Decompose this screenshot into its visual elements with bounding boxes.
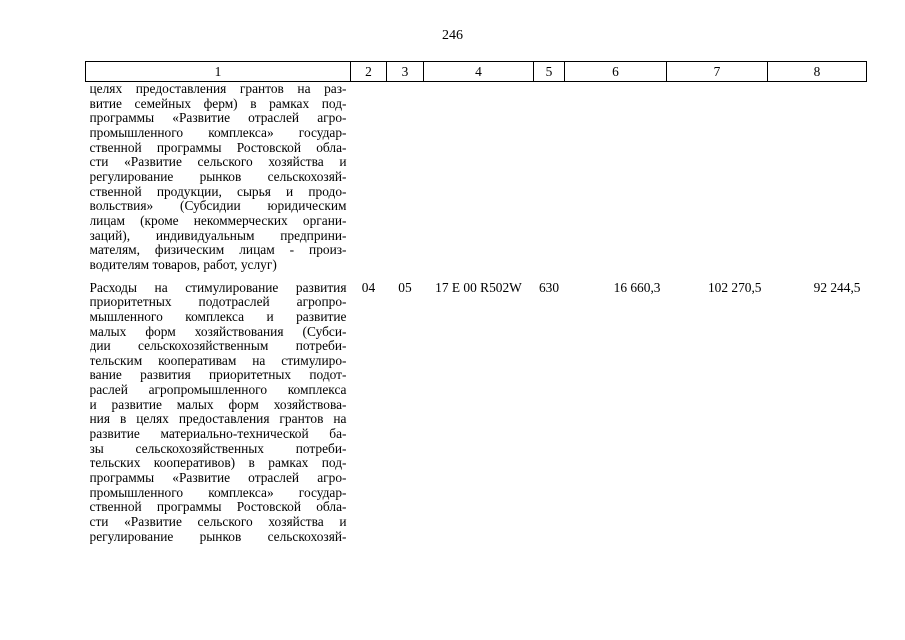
column-number-header-row bbox=[86, 62, 867, 82]
description-line: заций), индивидуальным предприни- bbox=[89, 228, 347, 243]
description-line: водителям товаров, работ, услуг) bbox=[89, 257, 277, 272]
cell-section bbox=[351, 82, 387, 273]
description-line: ственной программы Ростовской обла- bbox=[89, 500, 347, 515]
column-header-5: 5 bbox=[534, 62, 565, 82]
cell-target-code: 17 Е 00 R502W bbox=[435, 279, 522, 295]
description-line: целях предоставления грантов на раз- bbox=[89, 82, 347, 96]
description-line: промышленного комплекса» государ- bbox=[89, 485, 347, 500]
cell-expense-type bbox=[534, 82, 565, 273]
description-line: раслей агропромышленного комплекса bbox=[89, 383, 347, 398]
cell-amount-2 bbox=[667, 82, 768, 273]
column-header-1: 1 bbox=[86, 62, 351, 82]
description-line: программы «Развитие отраслей агро- bbox=[89, 111, 347, 126]
table-row bbox=[86, 273, 867, 545]
page-number: 246 bbox=[442, 28, 463, 43]
row-description bbox=[86, 82, 351, 273]
description-line: мышленного комплекса и развитие bbox=[89, 309, 347, 324]
cell-amount-1 bbox=[565, 82, 667, 273]
description-line: вольствия» (Субсидии юридическим bbox=[89, 199, 347, 214]
description-line: приоритетных подотраслей агропро- bbox=[89, 295, 347, 310]
description-line: малых форм хозяйствования (Субси- bbox=[89, 324, 347, 339]
budget-table bbox=[85, 61, 867, 544]
description-line: и развитие малых форм хозяйствова- bbox=[89, 397, 347, 412]
description-line: тельских кооперативов) в рамках под- bbox=[89, 456, 347, 471]
column-header-4: 4 bbox=[424, 62, 534, 82]
cell-subsection bbox=[387, 82, 424, 273]
description-line: ственной продукции, сырья и продо- bbox=[89, 184, 347, 199]
description-line: ственной программы Ростовской обла- bbox=[89, 140, 347, 155]
description-line: дии сельскохозяйственным потреби- bbox=[89, 339, 347, 354]
table-row bbox=[86, 82, 867, 273]
description-line: промышленного комплекса» государ- bbox=[89, 125, 347, 140]
cell-amount-3 bbox=[768, 82, 867, 273]
description-line: сти «Развитие сельского хозяйства и bbox=[89, 155, 347, 170]
cell-target-code bbox=[424, 82, 534, 273]
description-line: регулирование рынков сельскохозяй- bbox=[89, 169, 347, 184]
column-header-7: 7 bbox=[667, 62, 768, 82]
description-line: развитие материально-технической ба- bbox=[89, 427, 347, 442]
cell-subsection: 05 bbox=[398, 279, 412, 295]
description-line: вание развития приоритетных подот- bbox=[89, 368, 347, 383]
description-line: регулирование рынков сельскохозяй- bbox=[89, 529, 347, 544]
description-line: лицам (кроме некоммерческих органи- bbox=[89, 213, 347, 228]
column-header-6: 6 bbox=[565, 62, 667, 82]
description-line: ния в целях предоставления грантов на bbox=[89, 412, 347, 427]
row-description bbox=[86, 273, 351, 545]
description-line: зы сельскохозяйственных потреби- bbox=[89, 441, 347, 456]
description-line: Расходы на стимулирование развития bbox=[89, 280, 347, 295]
description-line: программы «Развитие отраслей агро- bbox=[89, 471, 347, 486]
cell-expense-type: 630 bbox=[538, 279, 560, 295]
column-header-8: 8 bbox=[768, 62, 867, 82]
cell-amount-2: 102 270,5 bbox=[707, 279, 762, 295]
description-line: мателям, физическим лицам - произ- bbox=[89, 243, 347, 258]
description-line: витие семейных ферм) в рамках под- bbox=[89, 96, 347, 111]
column-header-3: 3 bbox=[387, 62, 424, 82]
cell-section: 04 bbox=[361, 279, 376, 295]
description-line: тельским кооперативам на стимулиро- bbox=[89, 353, 347, 368]
column-header-2: 2 bbox=[351, 62, 387, 82]
cell-amount-3: 92 244,5 bbox=[813, 279, 861, 295]
cell-amount-1: 16 660,3 bbox=[613, 279, 661, 295]
description-line: сти «Развитие сельского хозяйства и bbox=[89, 515, 347, 530]
